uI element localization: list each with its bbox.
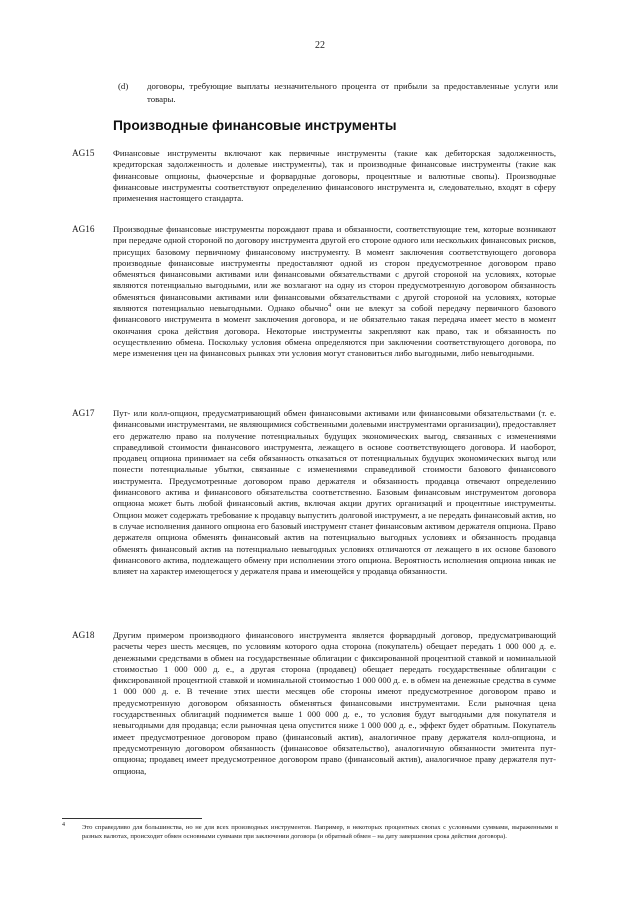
section-title: Производные финансовые инструменты	[113, 118, 397, 133]
paragraph-number: AG17	[72, 408, 95, 418]
paragraph-number: AG18	[72, 630, 95, 640]
list-item-d	[118, 80, 558, 105]
paragraph-ag18	[72, 630, 556, 777]
paragraph-text-part: они не влекут за собой передачу первичного базового финансового инструмента в момент заключения договора, и не обязательно такая передача имеет место в момент окончания срока действия договора. Некоторые инструменты закрепляют как право, так и обязанность по осуществлению обмена. Поскольку условия обмена определяются при заключении соответствующего договора, по мере изменения цен на финансовых рынках эти условия могут становиться либо выгодными, либо невыгодными.	[113, 303, 556, 359]
footnote-divider	[62, 818, 202, 819]
list-item-text: договоры, требующие выплаты незначительного процента от прибыли за предоставленные услуги или товары.	[147, 81, 558, 104]
list-item-label: (d)	[118, 81, 129, 91]
paragraph-text	[113, 224, 556, 360]
paragraph-text: Пут- или колл-опцион, предусматривающий обмен финансовыми активами или финансовыми обязательствами (т. е. финансовыми инструментами, не являющимися собственными долевыми инструментами организации), предоставляет его держателю право на получение потенциальных будущих экономических выгод, связанных с изменениями справедливой стоимости финансового инструмента, лежащего в основе соответствующего договора. И наоборот, продавец опциона принимает на себя обязанность отказаться от потенциальных будущих экономических выгод или понести потенциальные убытки, связанные с изменениями справедливой стоимости базового финансового инструмента. Предусмотренные договором право держателя и обязанность продавца отвечают определению финансового актива и финансового обязательства соответственно. Базовым финансовым инструментом договора опциона может быть любой финансовый актив, включая акции других организаций и процентные инструменты. Опцион может содержать требование к продавцу выпустить долговой инструмент, а не передать финансовый актив, но в случае исполнения данного опциона его базовый инструмент станет финансовым активом держателя опциона. Право держателя опциона обменять финансовый актив на потенциально выгодных условиях и обязанность продавца обменять финансовый актив на потенциально невыгодных условиях отличаются от лежащего в их основе базового финансового актива, подлежащего обмену при исполнении этого опциона. Вероятность исполнения опциона никак не влияет на характер имеющегося у держателя права и имеющейся у продавца обязанности.	[113, 408, 556, 577]
paragraph-text: Финансовые инструменты включают как первичные инструменты (такие как дебиторская задолженность, кредиторская задолженность и долевые инструменты), так и производные финансовые инструменты (такие как финансовые опционы, фьючерсные и форвардные договоры, процентные и валютные свопы). Производные финансовые инструменты соответствуют определению финансового инструмента и, следовательно, входят в сферу применения настоящего стандарта.	[113, 148, 556, 204]
paragraph-text-part: Производные финансовые инструменты порождают права и обязанности, соответствующие тем, которые возникают при передаче одной стороной по договору инструмента другой его стороне одного или нескольких финансовых рисков, присущих базовому первичному финансовому инструменту. В момент заключения соответствующего договора производные финансовые инструменты предоставляют одной из сторон предусмотренное договором право обменяться финансовыми активами или финансовыми обязательствами с другой стороной на условиях, которые являются потенциально выгодными, или же возлагают на одну из сторон предусмотренную договором обязанность обменяться финансовыми активами или финансовыми обязательствами с другой стороной на условиях, которые являются потенциально невыгодными. Однако обычно	[113, 224, 556, 314]
page-number: 22	[315, 40, 325, 51]
paragraph-number: AG16	[72, 224, 95, 234]
paragraph-ag15	[72, 148, 556, 204]
paragraph-text: Другим примером производного финансового инструмента является форвардный договор, предусматривающий расчеты через шесть месяцев, по условиям которого одна сторона (покупатель) обещает передать 1 000 000 д. е. денежными средствами в обмен на государственные облигации с фиксированной процентной ставкой и номинальной стоимостью 1 000 000 д. е., а другая сторона (продавец) обещает передать государственные облигации с фиксированной процентной ставкой и номинальной стоимостью 1 000 000 д. е. в обмен на денежные средства в сумме 1 000 000 д. е. В течение этих шести месяцев обе стороны имеют предусмотренное договором право и предусмотренную договором обязанность обменяться финансовыми инструментами. Если рыночная цена государственных облигаций поднимется выше 1 000 000 д. е., то условия будут выгодными для покупателя и невыгодными для продавца; если рыночная цена опустится ниже 1 000 000 д. е., эффект будет обратным. Покупатель имеет предусмотренное договором право (финансовый актив), аналогичное праву держателя колл-опциона, и предусмотренную договором обязанность (финансовое обязательство), аналогичную обязанности эмитента пут-опциона; продавец имеет предусмотренное договором право (финансовый актив), аналогичное праву держателя пут-опциона,	[113, 630, 556, 776]
footnote-text: Это справедливо для большинства, но не для всех производных инструментов. Например, в некоторых процентных свопах с условными суммами, выраженными в разных валютах, происходит обмен основными суммами при заключении договора (и обратный обмен – на дату завершения срока действия договора).	[82, 824, 558, 841]
paragraph-ag17	[72, 408, 556, 577]
paragraph-ag16	[72, 224, 556, 360]
footnote-ref[interactable]: 4	[328, 303, 332, 310]
footnote-mark: 4	[62, 822, 65, 828]
footnote	[62, 823, 558, 841]
paragraph-number: AG15	[72, 148, 95, 158]
